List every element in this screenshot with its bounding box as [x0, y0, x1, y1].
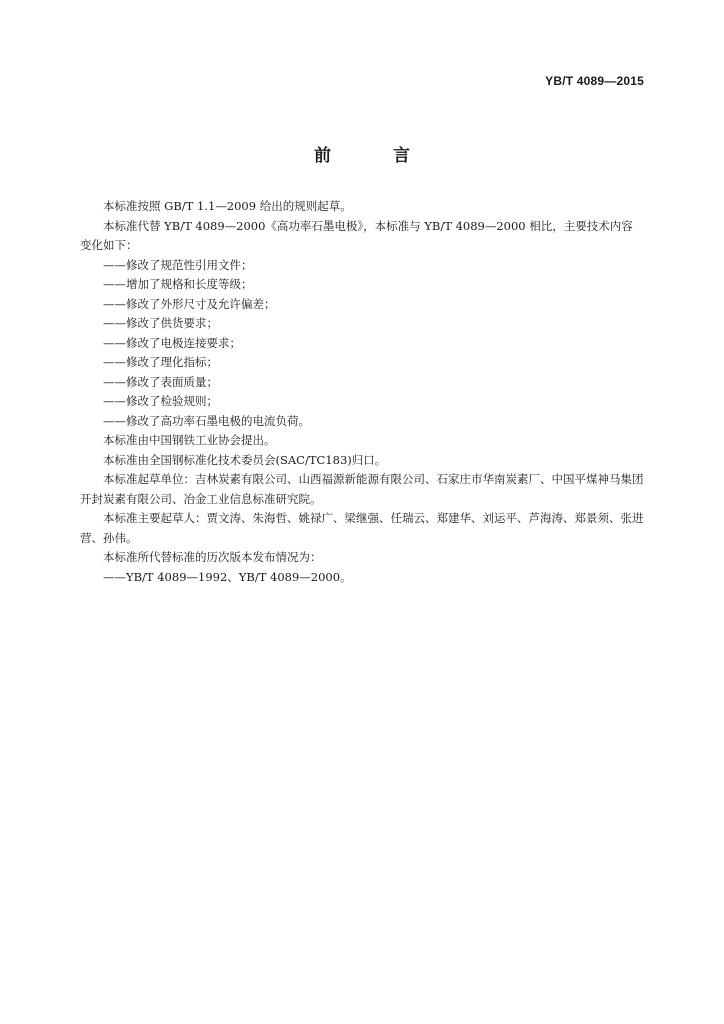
- standard-code: YB/T 4089—2015: [545, 74, 644, 88]
- change-item: ——修改了表面质量；: [103, 374, 218, 389]
- change-item: ——修改了理化指标；: [103, 355, 218, 369]
- change-item: ——修改了外形尺寸及允许偏差；: [103, 296, 276, 311]
- paragraph-previous-editions: 本标准所代替标准的历次版本发布情况为：: [103, 550, 322, 564]
- paragraph-drafting-units: 本标准起草单位：吉林炭素有限公司、山西福源新能源有限公司、石家庄市华南炭素厂、中国平煤神马集团开封炭素有限公司、冶金工业信息标准研究院。: [80, 472, 644, 506]
- change-item: ——修改了规范性引用文件；: [103, 257, 253, 272]
- change-item: ——修改了电极连接要求；: [103, 335, 241, 350]
- paragraph-drafting-rules: 本标准按照 GB/T 1.1—2009 给出的规则起草。: [103, 199, 352, 213]
- paragraph-replacement: 本标准代替 YB/T 4089—2000《高功率石墨电极》，本标准与 YB/T 4089—2000 相比，主要技术内容变化如下：: [80, 218, 633, 252]
- foreword-body: [80, 197, 644, 587]
- change-item: ——修改了检验规则；: [103, 394, 218, 408]
- paragraph-proposer: 本标准由中国钢铁工业协会提出。: [103, 433, 276, 447]
- page-title: 前 言: [314, 146, 438, 166]
- change-item: ——增加了规格和长度等级；: [103, 277, 253, 291]
- change-item: ——修改了高功率石墨电极的电流负荷。: [103, 413, 310, 428]
- paragraph-drafters: 本标准主要起草人：贾文涛、朱海哲、姚禄广、梁继强、任瑞云、郑建华、刘运平、芦海涛、郑景须、张进营、孙伟。: [80, 511, 644, 545]
- previous-editions-list: ——YB/T 4089—1992、YB/T 4089—2000。: [103, 569, 352, 584]
- change-item: ——修改了供货要求；: [103, 316, 218, 330]
- paragraph-committee: 本标准由全国钢标准化技术委员会(SAC/TC183)归口。: [103, 452, 387, 467]
